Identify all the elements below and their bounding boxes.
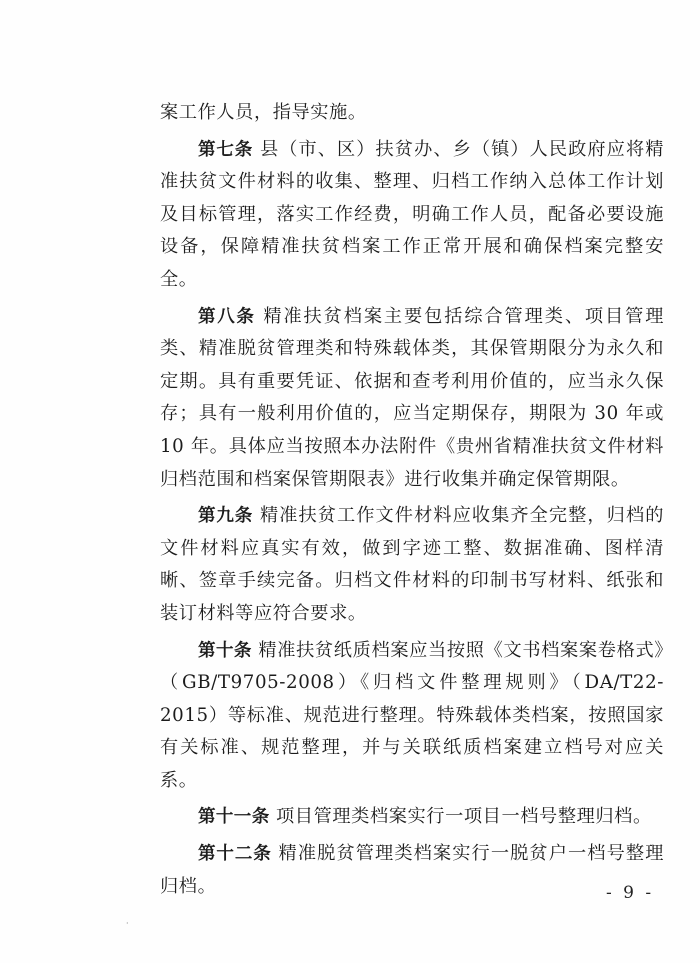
article-7-text: 县（市、区）扶贫办、乡（镇）人民政府应将精准扶贫文件材料的收集、整理、归档工作纳入总体工作计划及目标管理，落实工作经费，明确工作人员，配备必要设施设备，保障精准扶贫档案工作正常开展和确保档案完整安全。 [160,138,664,290]
article-8 [160,301,664,497]
article-12-label: 第十二条 [198,844,272,865]
article-11 [160,801,664,834]
article-12-text: 精准脱贫管理类档案实行一脱贫户一档号整理归档。 [160,843,664,897]
article-9 [160,500,664,630]
page-number: - 9 - [606,883,655,903]
article-12 [160,838,664,903]
article-8-label: 第八条 [198,306,256,327]
article-11-label: 第十一条 [198,807,270,828]
article-10-text: 精准扶贫纸质档案应当按照《文书档案案卷格式》（GB/T9705-2008）《归档文件整理规则》（DA/T22-2015）等标准、规范进行整理。特殊载体类档案，按照国家有关标准、规范整理，并与关联纸质档案建立档号对应关系。 [160,639,664,791]
continuation-text: 案工作人员，指导实施。 [160,102,367,123]
article-10-label: 第十条 [198,640,252,661]
body-text [160,97,664,903]
article-8-text: 精准扶贫档案主要包括综合管理类、项目管理类、精准脱贫管理类和特殊载体类，其保管期限分为永久和定期。具有重要凭证、依据和查考利用价值的，应当永久保存；具有一般利用价值的，应当定期保存，期限为 30 年或 10 年。具体应当按照本办法附件《贵州省精准扶贫文件材料归档范围和档案保管期限表》进行收集并确定保管期限。 [160,305,664,490]
article-7 [160,134,664,297]
scan-speck: · [126,919,129,928]
article-7-label: 第七条 [198,139,254,160]
article-10 [160,635,664,798]
article-11-text: 项目管理类档案实行一项目一档号整理归档。 [276,806,652,828]
article-9-label: 第九条 [198,506,254,527]
article-9-text: 精准扶贫工作文件材料应收集齐全完整，归档的文件材料应真实有效，做到字迹工整、数据准确、图样清晰、签章手续完备。归档文件材料的印制书写材料、纸张和装订材料等应符合要求。 [160,505,664,624]
